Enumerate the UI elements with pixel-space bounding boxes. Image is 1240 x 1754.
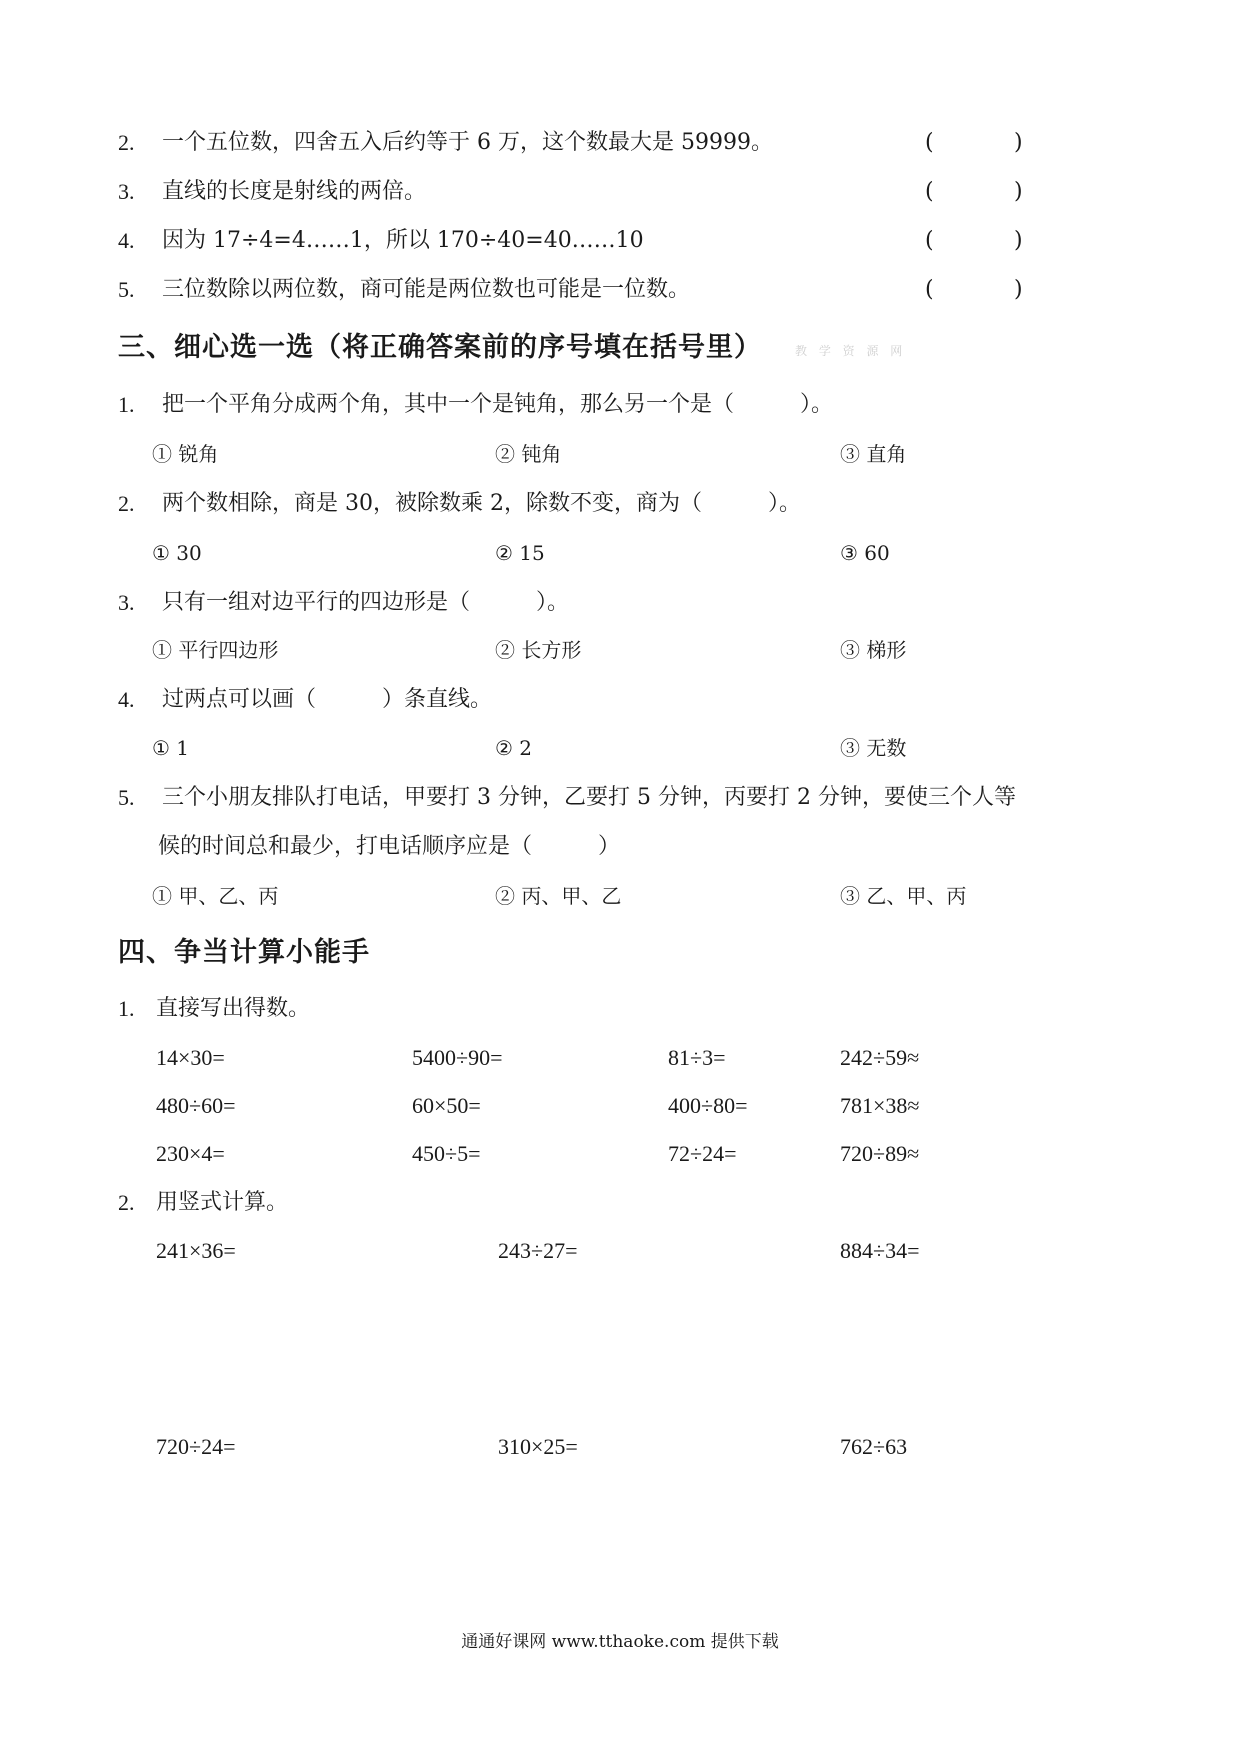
mental-calc-r2-c1: 480÷60=: [156, 1093, 236, 1118]
judgment-item-5-number: 5.: [118, 277, 135, 302]
mental-calc-r2-c2: 60×50=: [412, 1093, 481, 1118]
mental-calc-r2-c3: 400÷80=: [668, 1093, 748, 1118]
judgment-item-3-paren-open: (: [925, 179, 934, 204]
judgment-item-2-text: 一个五位数，四舍五入后约等于 6 万，这个数最大是 59999。: [162, 130, 773, 155]
judgment-item-4-paren-open: (: [925, 228, 934, 253]
judgment-item-5-text: 三位数除以两位数，商可能是两位数也可能是一位数。: [162, 277, 691, 302]
choice-question-3-option-1: ① 平行四边形: [152, 638, 279, 662]
vertical-calc-r1-c3: 884÷34=: [840, 1238, 920, 1263]
calc-part-2-number: 2.: [118, 1190, 135, 1215]
page-footer: 通通好课网 www.tthaoke.com 提供下载: [461, 1632, 779, 1652]
mental-calc-r3-c2: 450÷5=: [412, 1141, 481, 1166]
calc-part-1-number: 1.: [118, 996, 135, 1021]
judgment-item-3-paren-close: ): [1014, 179, 1023, 204]
choice-question-3-option-3: ③ 梯形: [840, 638, 907, 662]
judgment-item-4-paren-close: ): [1014, 228, 1023, 253]
judgment-item-3-number: 3.: [118, 179, 135, 204]
choice-question-2-number: 2.: [118, 491, 135, 516]
mental-calc-r1-c4: 242÷59≈: [840, 1045, 920, 1070]
calc-part-1-label: 直接写出得数。: [156, 996, 311, 1021]
judgment-item-4-text: 因为 17÷4=4……1，所以 170÷40=40……10: [162, 228, 644, 253]
judgment-item-2-number: 2.: [118, 130, 135, 155]
choice-question-2-option-3: ③ 60: [840, 541, 890, 565]
vertical-calc-r2-c3: 762÷63: [840, 1434, 908, 1459]
choice-question-1-text: 把一个平角分成两个角，其中一个是钝角，那么另一个是（ ）。: [162, 392, 834, 417]
judgment-item-5-paren-close: ): [1014, 277, 1023, 302]
choice-question-1-number: 1.: [118, 392, 135, 417]
faint-watermark-text: 教 学 资 源 网: [795, 344, 907, 358]
choice-question-3-option-2: ② 长方形: [495, 638, 582, 662]
choice-question-1-option-1: ① 锐角: [152, 442, 219, 466]
judgment-item-2-paren-close: ): [1014, 130, 1023, 155]
section-4-title: 四、争当计算小能手: [118, 937, 370, 968]
mental-calc-r3-c4: 720÷89≈: [840, 1141, 920, 1166]
choice-question-3-number: 3.: [118, 590, 135, 615]
choice-question-3-text: 只有一组对边平行的四边形是（ ）。: [162, 590, 570, 615]
vertical-calc-r2-c1: 720÷24=: [156, 1434, 236, 1459]
choice-question-2-option-2: ② 15: [495, 541, 545, 565]
choice-question-4-option-3: ③ 无数: [840, 736, 907, 760]
judgment-item-2-paren-open: (: [925, 130, 934, 155]
choice-question-5-text: 三个小朋友排队打电话，甲要打 3 分钟，乙要打 5 分钟，丙要打 2 分钟，要使三个人等: [162, 785, 1016, 810]
mental-calc-r1-c2: 5400÷90=: [412, 1045, 503, 1070]
choice-question-5-text-line-2: 候的时间总和最少，打电话顺序应是（ ）: [158, 834, 621, 859]
mental-calc-r2-c4: 781×38≈: [840, 1093, 920, 1118]
choice-question-4-option-1: ① 1: [152, 736, 190, 760]
choice-question-5-option-3: ③ 乙、甲、丙: [840, 884, 967, 908]
choice-question-2-option-1: ① 30: [152, 541, 202, 565]
mental-calc-r3-c3: 72÷24=: [668, 1141, 737, 1166]
calc-part-2-label: 用竖式计算。: [156, 1190, 289, 1215]
judgment-item-4-number: 4.: [118, 228, 135, 253]
judgment-item-5-paren-open: (: [925, 277, 934, 302]
judgment-item-3-text: 直线的长度是射线的两倍。: [162, 179, 427, 204]
vertical-calc-r1-c1: 241×36=: [156, 1238, 236, 1263]
choice-question-4-number: 4.: [118, 687, 135, 712]
vertical-calc-r1-c2: 243÷27=: [498, 1238, 578, 1263]
mental-calc-r1-c1: 14×30=: [156, 1045, 225, 1070]
choice-question-2-text: 两个数相除，商是 30，被除数乘 2，除数不变，商为（ ）。: [162, 491, 801, 516]
choice-question-5-option-2: ② 丙、甲、乙: [495, 884, 622, 908]
choice-question-5-option-1: ① 甲、乙、丙: [152, 884, 279, 908]
choice-question-4-option-2: ② 2: [495, 736, 533, 760]
choice-question-1-option-2: ② 钝角: [495, 442, 562, 466]
section-3-title: 三、细心选一选（将正确答案前的序号填在括号里）: [118, 332, 762, 363]
vertical-calc-r2-c2: 310×25=: [498, 1434, 578, 1459]
mental-calc-r1-c3: 81÷3=: [668, 1045, 726, 1070]
choice-question-4-text: 过两点可以画（ ）条直线。: [162, 687, 493, 712]
choice-question-5-number: 5.: [118, 785, 135, 810]
choice-question-1-option-3: ③ 直角: [840, 442, 907, 466]
mental-calc-r3-c1: 230×4=: [156, 1141, 225, 1166]
